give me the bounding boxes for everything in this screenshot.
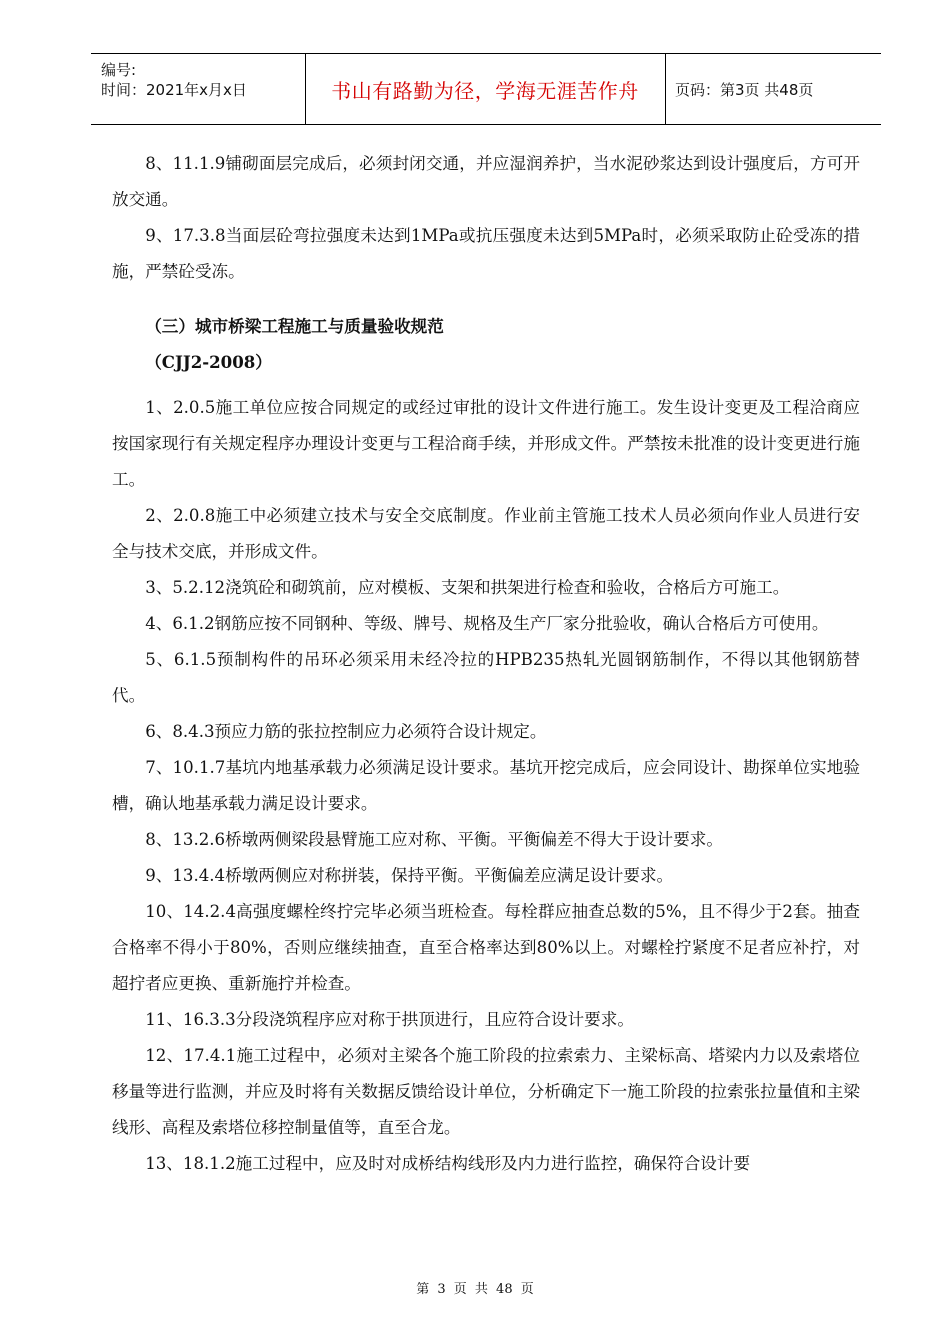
- list-item: 3、5.2.12浇筑砼和砌筑前，应对模板、支架和拱架进行检查和验收，合格后方可施工。: [145, 578, 790, 597]
- section-code: （CJJ2-2008）: [145, 352, 272, 372]
- list-item: 2、2.0.8施工中必须建立技术与安全交底制度。作业前主管施工技术人员必须向作业人员进行安全与技术交底，并形成文件。: [112, 506, 860, 561]
- page-header: [91, 53, 881, 125]
- header-meta: [101, 60, 301, 100]
- time-label: 时间：2021年x月x日: [101, 81, 247, 99]
- list-item: 13、18.1.2施工过程中，应及时对成桥结构线形及内力进行监控，确保符合设计要: [145, 1154, 751, 1173]
- page-footer: 第 3 页 共 48 页: [416, 1282, 534, 1297]
- document-body: [112, 146, 860, 1182]
- list-item: 10、14.2.4高强度螺栓终拧完毕必须当班检查。每栓群应抽查总数的5%，且不得少于2套。抽查合格率不得小于80%，否则应继续抽查，直至合格率达到80%以上。对螺栓拧紧度不足者应补拧，对超拧者应更换、重新施拧并检查。: [112, 902, 860, 993]
- list-item: 6、8.4.3预应力筋的张拉控制应力必须符合设计规定。: [145, 722, 547, 741]
- list-item: 4、6.1.2钢筋应按不同钢种、等级、牌号、规格及生产厂家分批验收，确认合格后方可使用。: [145, 614, 829, 633]
- header-motto: 书山有路勤为径，学海无涯苦作舟: [331, 78, 639, 103]
- paragraph: 9、17.3.8当面层砼弯拉强度未达到1MPa或抗压强度未达到5MPa时，必须采取防止砼受冻的措施，严禁砼受冻。: [112, 226, 860, 281]
- header-page-label: 页码：第3页 共48页: [675, 80, 814, 99]
- header-divider: [665, 54, 666, 124]
- list-item: 9、13.4.4桥墩两侧应对称拼装，保持平衡。平衡偏差应满足设计要求。: [145, 866, 674, 885]
- number-label: 编号:: [101, 61, 137, 79]
- list-item: 7、10.1.7基坑内地基承载力必须满足设计要求。基坑开挖完成后，应会同设计、勘探单位实地验槽，确认地基承载力满足设计要求。: [112, 758, 860, 813]
- list-item: 8、13.2.6桥墩两侧梁段悬臂施工应对称、平衡。平衡偏差不得大于设计要求。: [145, 830, 723, 849]
- section-title: （三）城市桥梁工程施工与质量验收规范: [145, 316, 444, 336]
- list-item: 12、17.4.1施工过程中，必须对主梁各个施工阶段的拉索索力、主梁标高、塔梁内力以及索塔位移量等进行监测，并应及时将有关数据反馈给设计单位，分析确定下一施工阶段的拉索张拉量值和主梁线形、高程及索塔位移控制量值等，直至合龙。: [112, 1046, 860, 1137]
- list-item: 11、16.3.3分段浇筑程序应对称于拱顶进行，且应符合设计要求。: [145, 1010, 634, 1029]
- list-item: 1、2.0.5施工单位应按合同规定的或经过审批的设计文件进行施工。发生设计变更及工程洽商应按国家现行有关规定程序办理设计变更与工程洽商手续，并形成文件。严禁按未批准的设计变更进行施工。: [112, 398, 860, 489]
- paragraph: 8、11.1.9铺砌面层完成后，必须封闭交通，并应湿润养护，当水泥砂浆达到设计强度后，方可开放交通。: [112, 154, 860, 209]
- list-item: 5、6.1.5预制构件的吊环必须采用未经冷拉的HPB235热轧光圆钢筋制作，不得以其他钢筋替代。: [112, 650, 860, 705]
